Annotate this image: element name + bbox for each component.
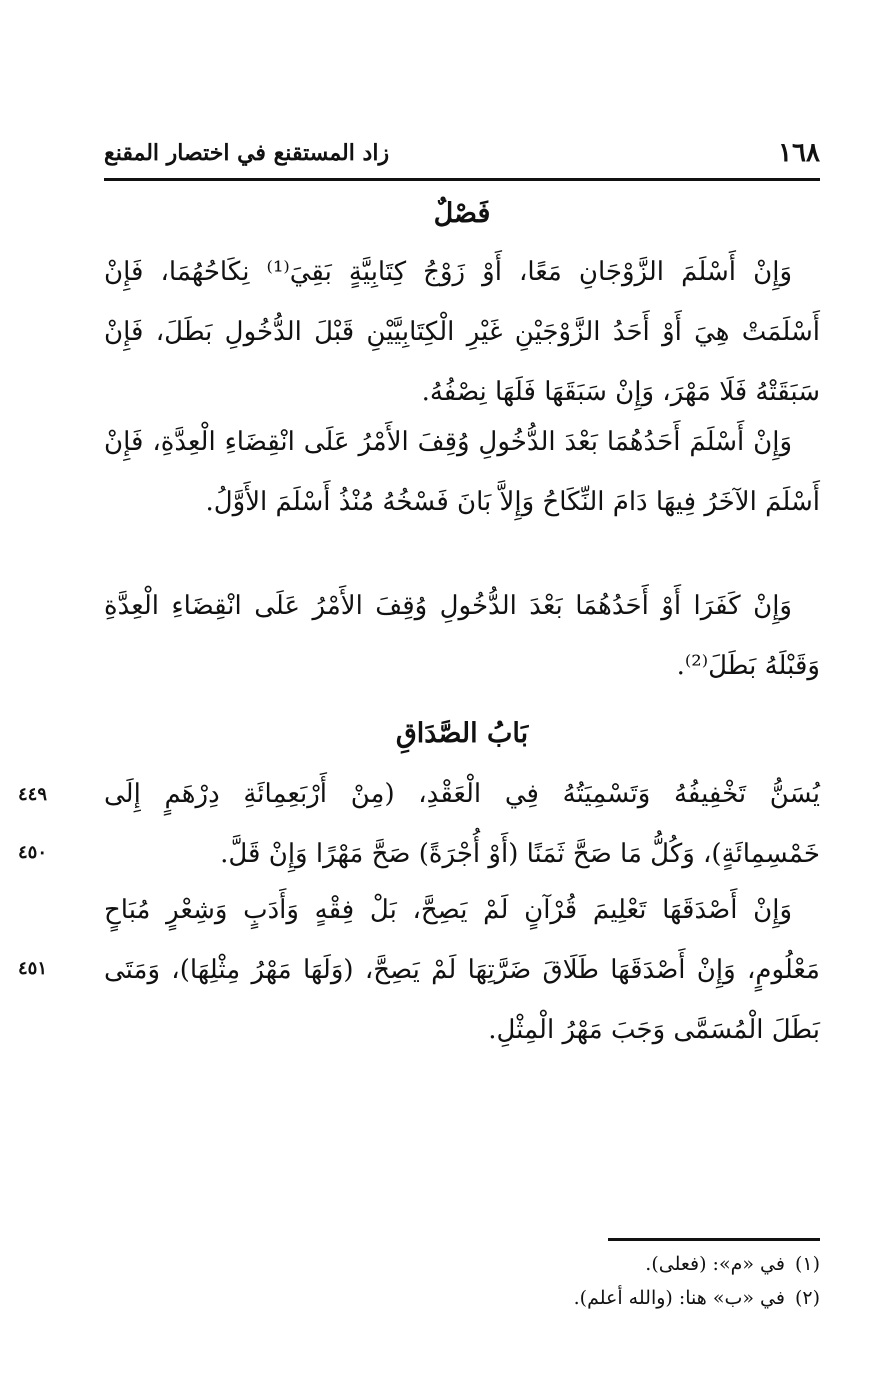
margin-number: ٤٥١ (18, 958, 48, 979)
paragraph-5: وَإِنْ أَصْدَقَهَا تَعْلِيمَ قُرْآنٍ لَمْ يَصِحَّ، بَلْ فِقْهٍ وَأَدَبٍ وَشِعْرٍ مُبَاحٍ مَعْلُومٍ، وَإِنْ أَصْدَقَهَا طَلَاقَ ضَرَّتِهَا لَمْ يَصِحَّ، (وَلَهَا مَهْرُ مِثْلِهَا)، وَمَتَى بَطَلَ الْمُسَمَّى وَجَبَ مَهْرُ الْمِثْلِ. (104, 895, 820, 1045)
footnote-marker: (٢) (794, 1287, 820, 1309)
header-divider (104, 178, 820, 181)
page-number: ١٦٨ (778, 138, 820, 168)
footnote-divider (608, 1238, 820, 1241)
section-heading-fasl: فَصْلٌ (433, 198, 491, 229)
paragraph-1: وَإِنْ أَسْلَمَ الزَّوْجَانِ مَعًا، أَوْ زَوْجُ كِتَابِيَّةٍ بَقِيَ⁽¹⁾ نِكَاحُهُمَا، فَإِنْ أَسْلَمَتْ هِيَ أَوْ أَحَدُ الزَّوْجَيْنِ غَيْرِ الْكِتَابِيَّيْنِ قَبْلَ الدُّخُولِ بَطَلَ، فَإِنْ سَبَقَتْهُ فَلَا مَهْرَ، وَإِنْ سَبَقَهَا فَلَهَا نِصْفُهُ. (104, 257, 820, 407)
paragraph-2: وَإِنْ أَسْلَمَ أَحَدُهُمَا بَعْدَ الدُّخُولِ وُقِفَ الأَمْرُ عَلَى انْقِضَاءِ الْعِدَّةِ، فَإِنْ أَسْلَمَ الآخَرُ فِيهَا دَامَ النِّكَاحُ وَإِلاَّ بَانَ فَسْخُهُ مُنْذُ أَسْلَمَ الأَوَّلُ. (104, 427, 820, 517)
page-header (104, 138, 820, 174)
chapter-heading-sadaq: بَابُ الصَّدَاقِ (395, 718, 529, 749)
footnote-text: في «م»: (فعلى). (645, 1253, 785, 1275)
paragraph-4: يُسَنُّ تَخْفِيفُهُ وَتَسْمِيَتُهُ فِي الْعَقْدِ، (مِنْ أَرْبَعِمِائَةِ دِرْهَمٍ إِلَى خَمْسِمِائَةٍ)، وَكُلُّ مَا صَحَّ ثَمَنًا (أَوْ أُجْرَةً) صَحَّ مَهْرًا وَإِنْ قَلَّ. (104, 779, 820, 869)
footnote-1 (404, 1250, 820, 1278)
margin-number: ٤٥٠ (18, 842, 48, 863)
paragraph-3: وَإِنْ كَفَرَا أَوْ أَحَدُهُمَا بَعْدَ الدُّخُولِ وُقِفَ الأَمْرُ عَلَى انْقِضَاءِ الْعِدَّةِ وَقَبْلَهُ بَطَلَ⁽²⁾. (104, 591, 820, 681)
footnote-text: في «ب» هنا: (والله أعلم). (573, 1287, 785, 1309)
margin-number: ٤٤٩ (18, 784, 48, 805)
footnote-marker: (١) (794, 1253, 820, 1275)
footnote-2 (404, 1284, 820, 1312)
running-title: زاد المستقنع في اختصار المقنع (104, 140, 390, 166)
